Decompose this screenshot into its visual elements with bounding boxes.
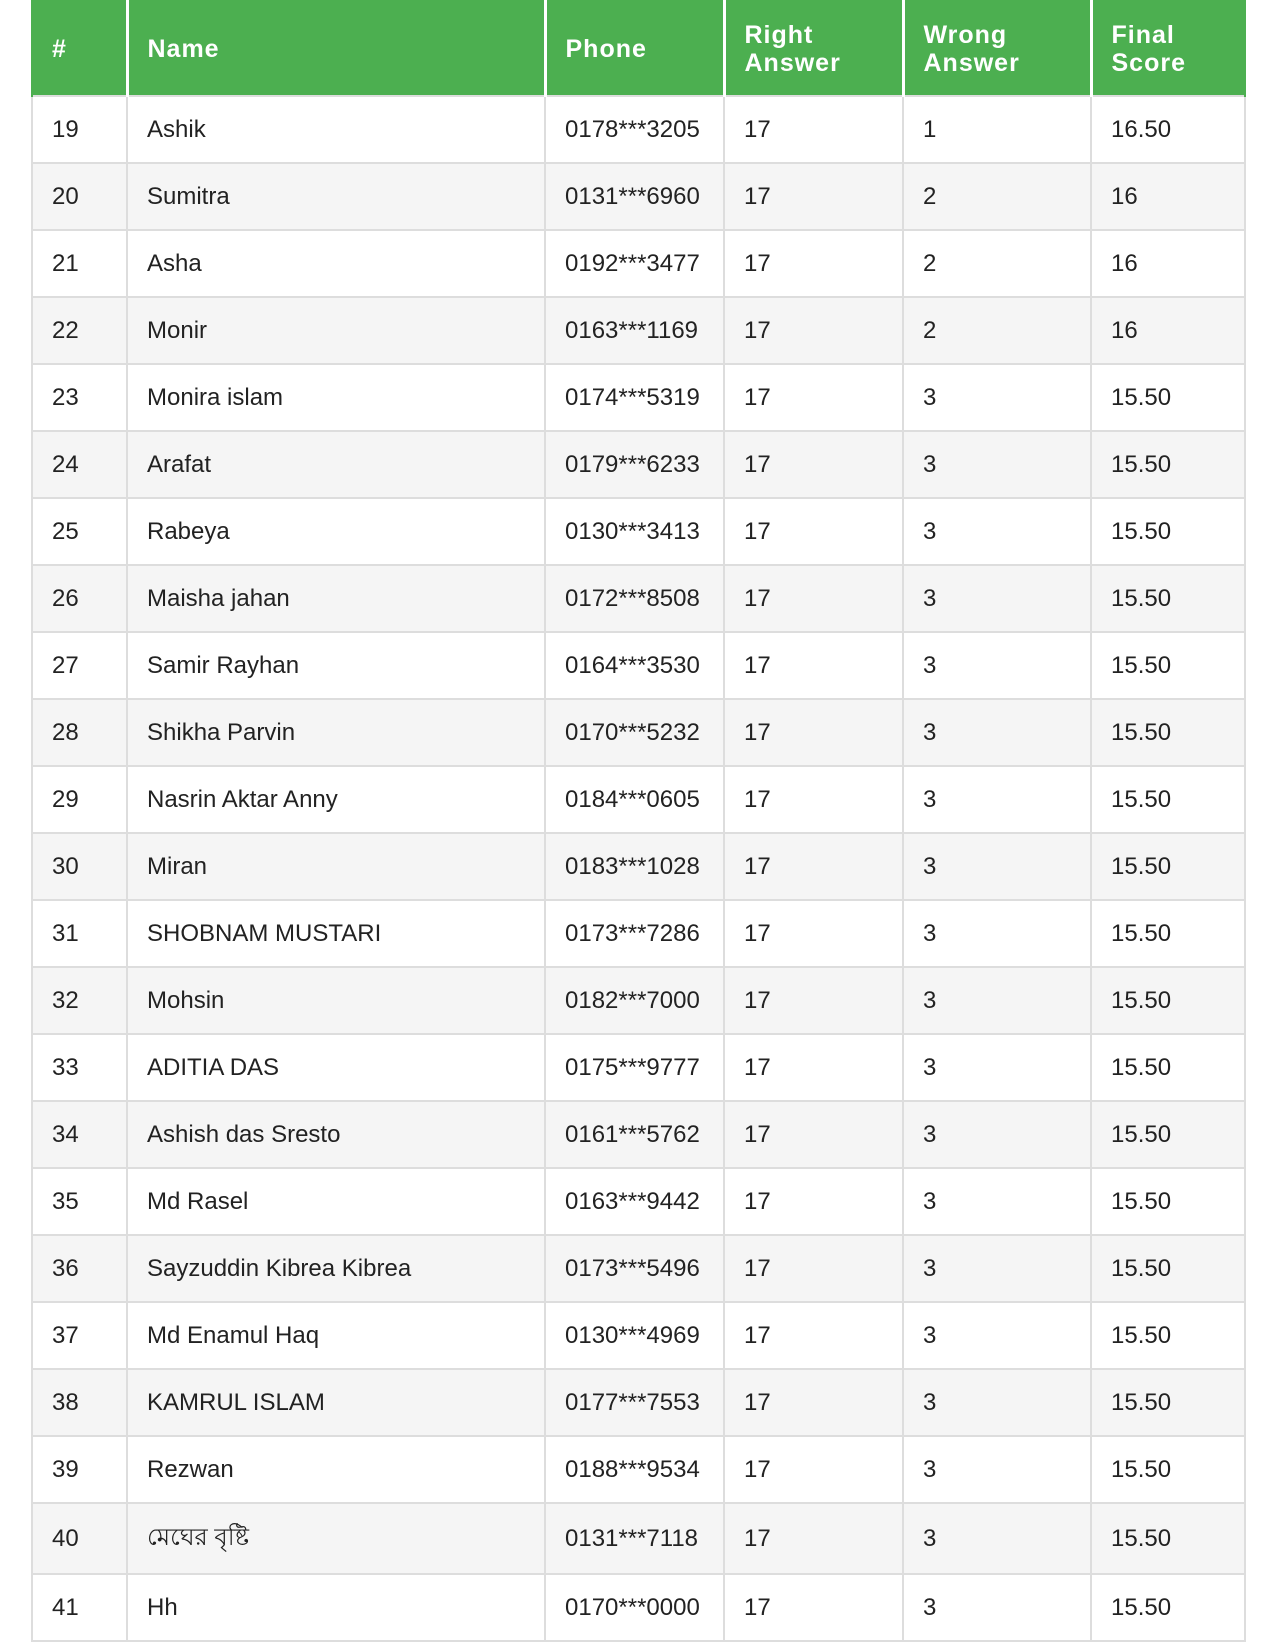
cell-name: Rezwan [127,1436,545,1503]
cell-name: Monir [127,297,545,364]
table-row [32,1034,1245,1101]
cell-right-answer: 17 [724,699,903,766]
cell-name: Arafat [127,431,545,498]
cell-number: 25 [32,498,127,565]
cell-right-answer: 17 [724,1369,903,1436]
cell-wrong-answer: 3 [903,1302,1091,1369]
cell-number: 29 [32,766,127,833]
cell-name: KAMRUL ISLAM [127,1369,545,1436]
cell-name: Md Rasel [127,1168,545,1235]
cell-final-score: 15.50 [1091,431,1245,498]
cell-name: Maisha jahan [127,565,545,632]
cell-final-score: 15.50 [1091,766,1245,833]
cell-name: Shikha Parvin [127,699,545,766]
cell-phone: 0163***9442 [545,1168,724,1235]
cell-final-score: 15.50 [1091,632,1245,699]
cell-number: 27 [32,632,127,699]
header-final-score [1091,1,1245,96]
cell-phone: 0192***3477 [545,230,724,297]
cell-final-score: 16 [1091,230,1245,297]
cell-number: 19 [32,96,127,163]
cell-right-answer: 17 [724,1436,903,1503]
table-row [32,431,1245,498]
cell-right-answer: 17 [724,96,903,163]
cell-wrong-answer: 2 [903,230,1091,297]
cell-right-answer: 17 [724,1302,903,1369]
table-header [32,1,1245,96]
cell-final-score: 15.50 [1091,1235,1245,1302]
cell-phone: 0177***7553 [545,1369,724,1436]
cell-right-answer: 17 [724,1235,903,1302]
cell-wrong-answer: 3 [903,1369,1091,1436]
table-row [32,967,1245,1034]
cell-name: Mohsin [127,967,545,1034]
cell-number: 32 [32,967,127,1034]
cell-wrong-answer: 1 [903,96,1091,163]
cell-name: Samir Rayhan [127,632,545,699]
cell-wrong-answer: 3 [903,833,1091,900]
cell-right-answer: 17 [724,900,903,967]
header-final-line1: Final [1111,20,1175,49]
cell-number: 30 [32,833,127,900]
cell-name: SHOBNAM MUSTARI [127,900,545,967]
cell-final-score: 15.50 [1091,967,1245,1034]
cell-wrong-answer: 3 [903,431,1091,498]
cell-final-score: 15.50 [1091,364,1245,431]
header-number-label: # [52,34,67,63]
cell-number: 38 [32,1369,127,1436]
cell-right-answer: 17 [724,565,903,632]
cell-phone: 0170***0000 [545,1574,724,1641]
table-row [32,1235,1245,1302]
cell-number: 37 [32,1302,127,1369]
cell-right-answer: 17 [724,967,903,1034]
cell-number: 28 [32,699,127,766]
cell-right-answer: 17 [724,1034,903,1101]
cell-wrong-answer: 3 [903,1235,1091,1302]
table-row [32,96,1245,163]
cell-phone: 0163***1169 [545,297,724,364]
cell-right-answer: 17 [724,498,903,565]
table-row [32,1101,1245,1168]
cell-right-answer: 17 [724,1574,903,1641]
cell-right-answer: 17 [724,833,903,900]
table-row [32,766,1245,833]
cell-phone: 0184***0605 [545,766,724,833]
cell-final-score: 15.50 [1091,1034,1245,1101]
cell-name: Sumitra [127,163,545,230]
cell-phone: 0182***7000 [545,967,724,1034]
results-table [31,0,1246,1642]
header-number [32,1,127,96]
cell-phone: 0130***4969 [545,1302,724,1369]
cell-right-answer: 17 [724,632,903,699]
cell-right-answer: 17 [724,1101,903,1168]
cell-phone: 0178***3205 [545,96,724,163]
cell-name: Rabeya [127,498,545,565]
cell-number: 36 [32,1235,127,1302]
table-row [32,230,1245,297]
table-row [32,1369,1245,1436]
cell-final-score: 15.50 [1091,1168,1245,1235]
header-wrong-line1: Wrong [923,20,1008,49]
header-row [32,1,1245,96]
cell-wrong-answer: 3 [903,1034,1091,1101]
cell-final-score: 15.50 [1091,565,1245,632]
cell-final-score: 15.50 [1091,1302,1245,1369]
cell-phone: 0173***7286 [545,900,724,967]
header-phone-label: Phone [565,34,647,63]
cell-phone: 0130***3413 [545,498,724,565]
cell-right-answer: 17 [724,1168,903,1235]
table-row [32,498,1245,565]
header-wrong-answer [903,1,1091,96]
cell-wrong-answer: 2 [903,163,1091,230]
cell-name: Md Enamul Haq [127,1302,545,1369]
cell-final-score: 16.50 [1091,96,1245,163]
cell-final-score: 15.50 [1091,833,1245,900]
cell-phone: 0172***8508 [545,565,724,632]
header-name-label: Name [147,34,220,63]
cell-number: 35 [32,1168,127,1235]
cell-phone: 0131***7118 [545,1503,724,1574]
cell-number: 31 [32,900,127,967]
cell-right-answer: 17 [724,297,903,364]
cell-phone: 0174***5319 [545,364,724,431]
cell-number: 39 [32,1436,127,1503]
table-row [32,1503,1245,1574]
cell-name: মেঘের বৃষ্টি [127,1503,545,1574]
cell-wrong-answer: 3 [903,1574,1091,1641]
table-row [32,364,1245,431]
table-row [32,1436,1245,1503]
cell-right-answer: 17 [724,364,903,431]
cell-right-answer: 17 [724,230,903,297]
cell-name: Asha [127,230,545,297]
table-row [32,833,1245,900]
header-right-answer [724,1,903,96]
cell-name: Sayzuddin Kibrea Kibrea [127,1235,545,1302]
cell-final-score: 15.50 [1091,1574,1245,1641]
cell-name: Ashik [127,96,545,163]
cell-wrong-answer: 3 [903,699,1091,766]
cell-wrong-answer: 3 [903,1101,1091,1168]
table-row [32,1168,1245,1235]
cell-wrong-answer: 3 [903,632,1091,699]
cell-final-score: 16 [1091,297,1245,364]
cell-wrong-answer: 3 [903,565,1091,632]
cell-number: 33 [32,1034,127,1101]
table-row [32,1302,1245,1369]
table-row [32,297,1245,364]
cell-number: 34 [32,1101,127,1168]
cell-phone: 0175***9777 [545,1034,724,1101]
cell-phone: 0164***3530 [545,632,724,699]
cell-wrong-answer: 3 [903,1436,1091,1503]
cell-wrong-answer: 3 [903,900,1091,967]
cell-number: 20 [32,163,127,230]
cell-final-score: 15.50 [1091,1436,1245,1503]
cell-wrong-answer: 3 [903,1168,1091,1235]
table-row [32,900,1245,967]
cell-wrong-answer: 3 [903,967,1091,1034]
cell-phone: 0183***1028 [545,833,724,900]
table-body [32,96,1245,1641]
cell-final-score: 15.50 [1091,699,1245,766]
cell-number: 24 [32,431,127,498]
cell-number: 21 [32,230,127,297]
cell-final-score: 15.50 [1091,1369,1245,1436]
cell-final-score: 15.50 [1091,498,1245,565]
cell-phone: 0170***5232 [545,699,724,766]
cell-name: Miran [127,833,545,900]
cell-phone: 0173***5496 [545,1235,724,1302]
table-row [32,1574,1245,1641]
cell-number: 22 [32,297,127,364]
cell-phone: 0179***6233 [545,431,724,498]
cell-phone: 0188***9534 [545,1436,724,1503]
header-wrong-line2: Answer [923,48,1020,77]
header-right-line1: Right [744,20,814,49]
cell-wrong-answer: 3 [903,1503,1091,1574]
cell-wrong-answer: 3 [903,364,1091,431]
cell-name: Nasrin Aktar Anny [127,766,545,833]
cell-right-answer: 17 [724,766,903,833]
cell-name: Hh [127,1574,545,1641]
header-final-line2: Score [1111,48,1186,77]
cell-phone: 0131***6960 [545,163,724,230]
table-row [32,632,1245,699]
cell-wrong-answer: 3 [903,498,1091,565]
cell-number: 26 [32,565,127,632]
cell-final-score: 15.50 [1091,1503,1245,1574]
cell-final-score: 15.50 [1091,1101,1245,1168]
cell-number: 41 [32,1574,127,1641]
cell-final-score: 15.50 [1091,900,1245,967]
cell-final-score: 16 [1091,163,1245,230]
table-row [32,565,1245,632]
cell-name: Ashish das Sresto [127,1101,545,1168]
cell-phone: 0161***5762 [545,1101,724,1168]
table-row [32,699,1245,766]
table-row [32,163,1245,230]
cell-number: 40 [32,1503,127,1574]
cell-number: 23 [32,364,127,431]
cell-name: ADITIA DAS [127,1034,545,1101]
cell-wrong-answer: 2 [903,297,1091,364]
header-name [127,1,545,96]
header-phone [545,1,724,96]
cell-right-answer: 17 [724,163,903,230]
cell-wrong-answer: 3 [903,766,1091,833]
cell-right-answer: 17 [724,1503,903,1574]
cell-name: Monira islam [127,364,545,431]
cell-right-answer: 17 [724,431,903,498]
header-right-line2: Answer [744,48,841,77]
